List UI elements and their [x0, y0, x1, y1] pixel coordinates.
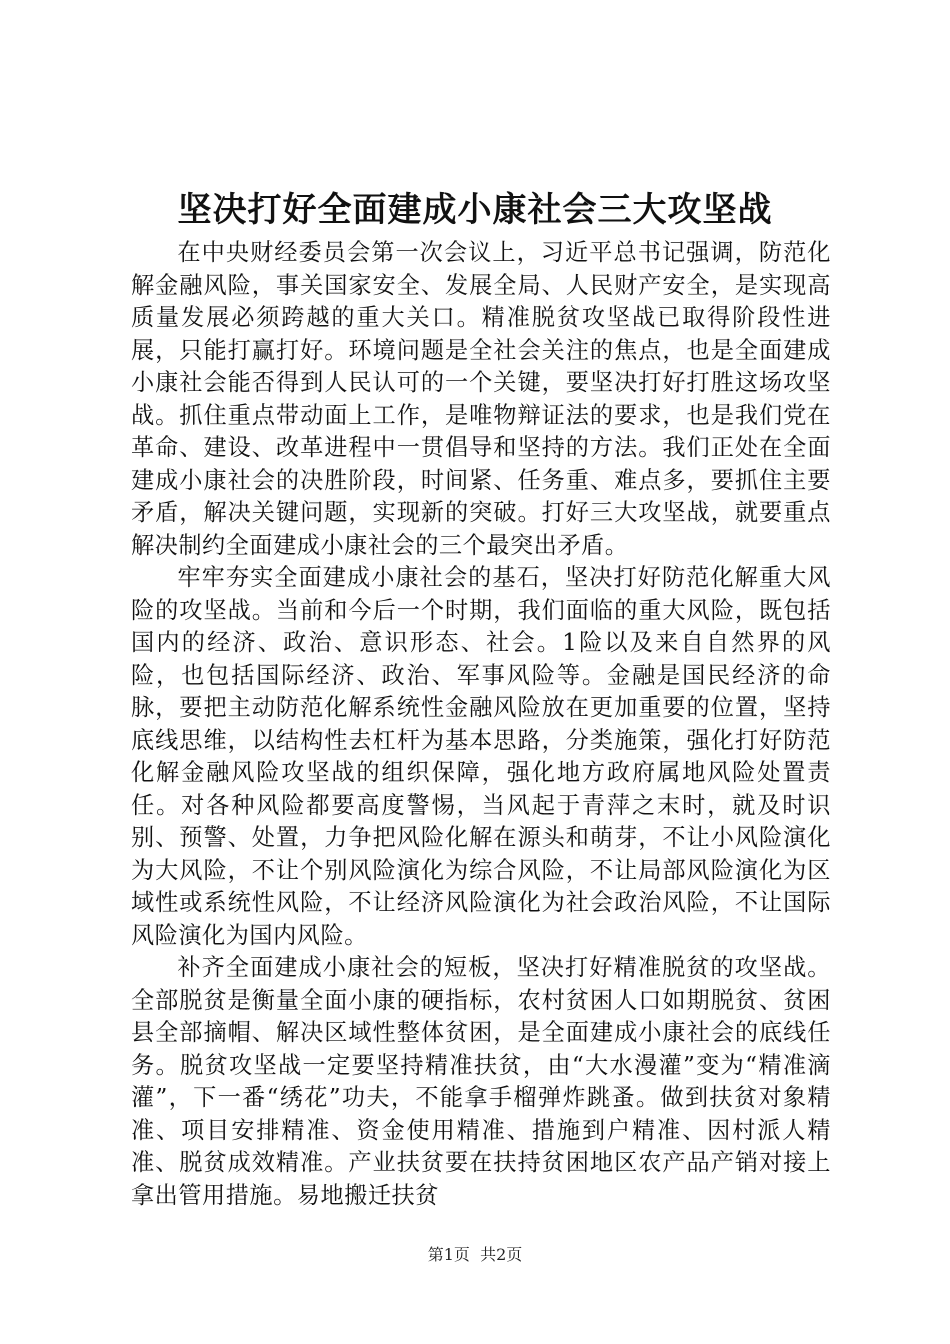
page-total: 共2页: [480, 1245, 523, 1264]
paragraph-1: 在中央财经委员会第一次会议上，习近平总书记强调，防范化解金融风险，事关国家安全、发展全局、人民财产安全，是实现高质量发展必须跨越的重大关口。精准脱贫攻坚战已取得阶段性进展，只能打赢打好。环境问题是全社会关注的焦点，也是全面建成小康社会能否得到人民认可的一个关键，要坚决打好打胜这场攻坚战。抓住重点带动面上工作，是唯物辩证法的要求，也是我们党在革命、建设、改革进程中一贯倡导和坚持的方法。我们正处在全面建成小康社会的决胜阶段，时间紧、任务重、难点多，要抓住主要矛盾，解决关键问题，实现新的突破。打好三大攻坚战，就要重点解决制约全面建成小康社会的三个最突出矛盾。: [131, 239, 831, 559]
paragraph-2: 牢牢夯实全面建成小康社会的基石，坚决打好防范化解重大风险的攻坚战。当前和今后一个时期，我们面临的重大风险，既包括国内的经济、政治、意识形态、社会。1险以及来自自然界的风险，也包括国际经济、政治、军事风险等。金融是国民经济的命脉，要把主动防范化解系统性金融风险放在更加重要的位置，坚持底线思维，以结构性去杠杆为基本思路，分类施策，强化打好防范化解金融风险攻坚战的组织保障，强化地方政府属地风险处置责任。对各种风险都要高度警惕，当风起于青萍之末时，就及时识别、预警、处置，力争把风险化解在源头和萌芽，不让小风险演化为大风险，不让个别风险演化为综合风险，不让局部风险演化为区域性或系统性风险，不让经济风险演化为社会政治风险，不让国际风险演化为国内风险。: [131, 564, 831, 949]
page-number: 第1页: [427, 1245, 470, 1264]
document-body: [131, 237, 831, 1212]
paragraph-3: 补齐全面建成小康社会的短板，坚决打好精准脱贫的攻坚战。全部脱贫是衡量全面小康的硬指标，农村贫困人口如期脱贫、贫困县全部摘帽、解决区域性整体贫困，是全面建成小康社会的底线任务。脱贫攻坚战一定要坚持精准扶贫，由“大水漫灌”变为“精准滴灌”，下一番“绣花”功夫，不能拿手榴弹炸跳蚤。做到扶贫对象精准、项目安排精准、资金使用精准、措施到户精准、因村派人精准、脱贫成效精准。产业扶贫要在扶持贫困地区农产品产销对接上拿出管用措施。易地搬迁扶贫: [131, 954, 831, 1209]
document-title: 坚决打好全面建成小康社会三大攻坚战: [177, 190, 773, 230]
page-footer: [0, 1244, 950, 1266]
